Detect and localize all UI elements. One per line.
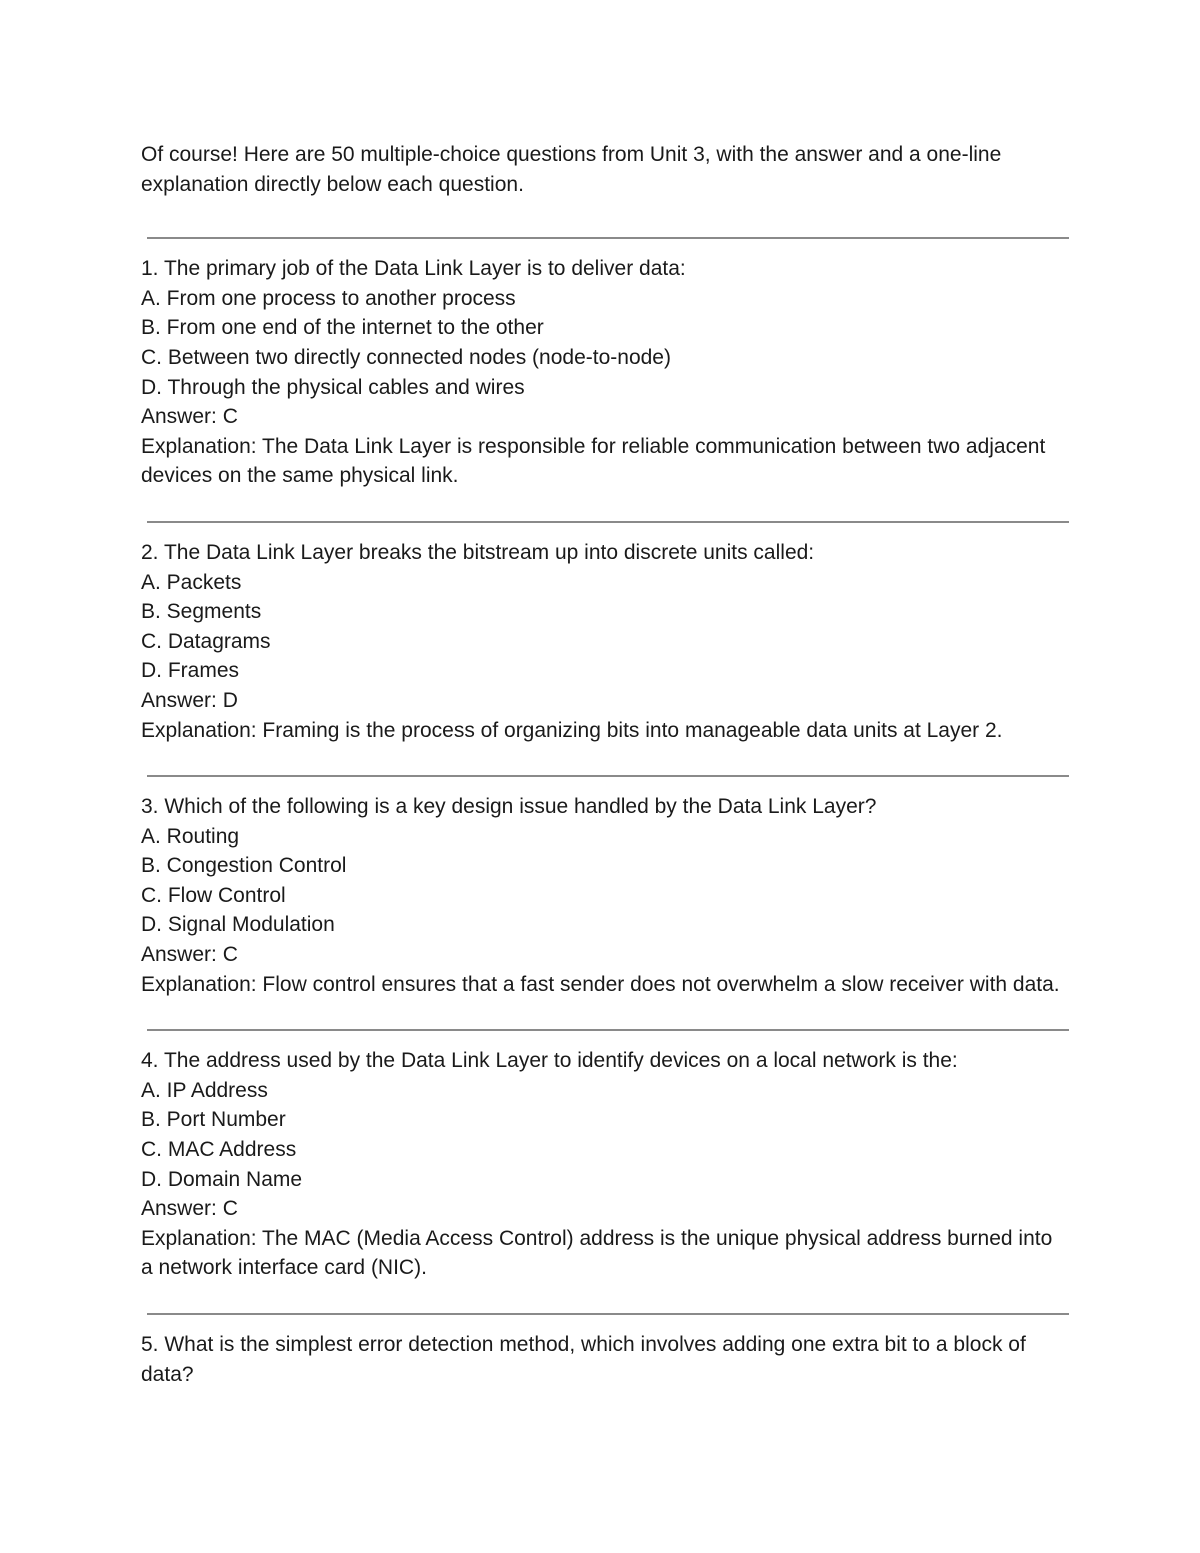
explanation-line: Explanation: Flow control ensures that a fast sender does not overwhelm a slow receiver with data. bbox=[141, 972, 1060, 996]
answer-option: D. Signal Modulation bbox=[141, 913, 335, 937]
answer-option: A. IP Address bbox=[141, 1078, 268, 1102]
answer-option: B. Segments bbox=[141, 600, 262, 624]
answer-option: D. Domain Name bbox=[141, 1167, 303, 1191]
question-stem: 3. Which of the following is a key design issue handled by the Data Link Layer? bbox=[141, 795, 877, 819]
explanation-line: Explanation: Framing is the process of organizing bits into manageable data units at Layer 2. bbox=[141, 718, 1003, 742]
question-block-2 bbox=[141, 523, 1061, 775]
intro-paragraph: Of course! Here are 50 multiple-choice questions from Unit 3, with the answer and a one-line explanation directly below each question. bbox=[141, 143, 1002, 196]
answer-line: Answer: D bbox=[141, 688, 238, 712]
question-block-4 bbox=[141, 1031, 1061, 1313]
answer-line: Answer: C bbox=[141, 943, 238, 967]
answer-option: C. Flow Control bbox=[141, 883, 286, 907]
document-page bbox=[141, 140, 1061, 1389]
answer-option: A. From one process to another process bbox=[141, 286, 516, 310]
question-stem: 1. The primary job of the Data Link Layer is to deliver data: bbox=[141, 257, 686, 281]
answer-option: C. MAC Address bbox=[141, 1138, 297, 1162]
answer-line: Answer: C bbox=[141, 1197, 238, 1221]
answer-option: B. Congestion Control bbox=[141, 854, 347, 878]
answer-option: C. Between two directly connected nodes (node-to-node) bbox=[141, 345, 671, 369]
question-block-3 bbox=[141, 777, 1061, 1029]
answer-option: A. Routing bbox=[141, 824, 240, 848]
question-block-5 bbox=[141, 1315, 1061, 1389]
explanation-line: Explanation: The MAC (Media Access Control) address is the unique physical address burned into a network interface card (NIC). bbox=[141, 1226, 1053, 1280]
answer-line: Answer: C bbox=[141, 405, 238, 429]
answer-option: D. Frames bbox=[141, 659, 240, 683]
question-block-1 bbox=[141, 239, 1061, 521]
answer-option: B. Port Number bbox=[141, 1108, 286, 1132]
question-stem: 2. The Data Link Layer breaks the bitstream up into discrete units called: bbox=[141, 540, 815, 564]
explanation-line: Explanation: The Data Link Layer is responsible for reliable communication between two adjacent devices on the same physical link. bbox=[141, 434, 1046, 488]
answer-option: C. Datagrams bbox=[141, 629, 271, 653]
answer-option: B. From one end of the internet to the other bbox=[141, 316, 544, 340]
answer-option: D. Through the physical cables and wires bbox=[141, 375, 525, 399]
question-stem: 5. What is the simplest error detection method, which involves adding one extra bit to a block of data? bbox=[141, 1333, 1026, 1386]
answer-option: A. Packets bbox=[141, 570, 242, 594]
question-stem: 4. The address used by the Data Link Layer to identify devices on a local network is the: bbox=[141, 1049, 958, 1073]
